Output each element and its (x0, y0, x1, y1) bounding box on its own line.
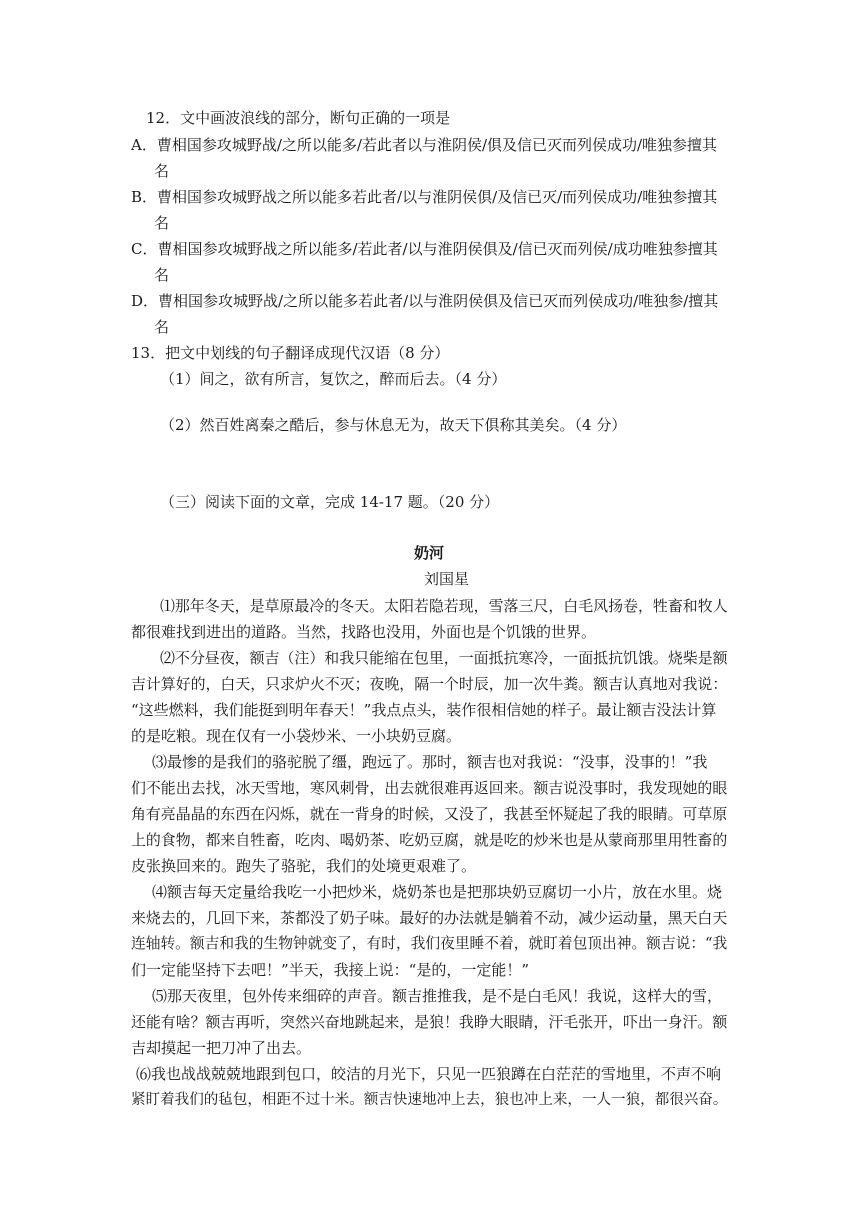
paragraph-3-line: 们不能出去找，冰天雪地，寒风刺骨，出去就很难再返回来。额吉说没事时，我发现她的眼 (131, 779, 728, 797)
section-heading: （三）阅读下面的文章，完成 14-17 题。（20 分） (160, 493, 500, 511)
paragraph-4-line: 连轴转。额吉和我的生物钟就变了，有时，我们夜里睡不着，就盯着包顶出神。额吉说：“我 (131, 935, 728, 952)
paragraph-5-line: 还能有啥？额吉再听，突然兴奋地跳起来，是狼！我睁大眼睛，汗毛张开，吓出一身汗。额 (131, 1013, 728, 1031)
paragraph-6-line: 紧盯着我们的毡包，相距不过十米。额吉快速地冲上去，狼也冲上来，一人一狼，都很兴奋。 (131, 1091, 728, 1108)
paragraph-3-line: ⑶最惨的是我们的骆驼脱了缰，跑远了。那时，额吉也对我说：“没事，没事的！”我 (152, 753, 708, 771)
q12-option-b-wrap: 名 (154, 214, 170, 232)
q12-option-d-wrap: 名 (154, 318, 170, 336)
article-title: 奶河 (414, 544, 445, 562)
q12-option-c: C．曹相国参攻城野战之所以能多/若此者/以与淮阴侯俱及/信已灭而列侯/成功唯独参擅其 (131, 240, 718, 258)
paragraph-2-line: ⑵不分昼夜，额吉（注）和我只能缩在包里，一面抵抗寒冷，一面抵抗饥饿。烧柴是额 (160, 649, 728, 667)
paragraph-4-line: 来烧去的，几回下来，茶都没了奶子味。最好的办法就是躺着不动，减少运动量，黑天白天 (131, 909, 728, 927)
paragraph-3-line: 角有亮晶晶的东西在闪烁，就在一背身的时候，又没了，我甚至怀疑起了我的眼睛。可草原 (131, 805, 728, 823)
paragraph-2-line: 吉计算好的，白天，只求炉火不灭；夜晚，隔一个时辰，加一次牛粪。额吉认真地对我说： (131, 675, 728, 693)
question-12-stem: 12．文中画波浪线的部分，断句正确的一项是 (146, 109, 451, 127)
q12-option-a-wrap: 名 (154, 162, 170, 180)
q12-option-d: D．曹相国参攻城野战/之所以能多若此者/以与淮阴侯俱及信已灭而列侯成功/唯独参/擅其 (131, 292, 719, 310)
paragraph-6-line: ⑹我也战战兢兢地跟到包口，皎洁的月光下，只见一匹狼蹲在白茫茫的雪地里，不声不响 (136, 1065, 722, 1083)
paragraph-5-line: ⑸那天夜里，包外传来细碎的声音。额吉推推我，是不是白毛风！我说，这样大的雪， (152, 987, 723, 1005)
paragraph-5-line: 吉却摸起一把刀冲了出去。 (131, 1039, 312, 1057)
paragraph-2-line: 的是吃粮。现在仅有一小袋炒米、一小块奶豆腐。 (131, 727, 462, 745)
q12-option-b: B．曹相国参攻城野战之所以能多若此者/以与淮阴侯俱/及信已灭/而列侯成功/唯独参擅其 (131, 188, 718, 206)
q13-item-1: （1）间之，欲有所言，复饮之，醉而后去。（4 分） (160, 370, 507, 388)
paragraph-4-line: ⑷额吉每天定量给我吃一小把炒米，烧奶茶也是把那块奶豆腐切一小片，放在水里。烧 (152, 883, 723, 901)
paragraph-2-line: “这些燃料，我们能挺到明年春天！”我点点头，装作很相信她的样子。最让额吉没法计算 (131, 701, 717, 719)
paragraph-3-line: 上的食物，都来自牲畜，吃肉、喝奶茶、吃奶豆腐，就是吃的炒米也是从蒙商那里用牲畜的 (131, 831, 728, 849)
paragraph-1-line: 都很难找到进出的道路。当然，找路也没用，外面也是个饥饿的世界。 (131, 623, 597, 641)
q12-option-c-wrap: 名 (154, 266, 170, 284)
paragraph-1-line: ⑴那年冬天，是草原最冷的冬天。太阳若隐若现，雪落三尺，白毛风扬卷，牲畜和牧人 (160, 597, 728, 615)
article-author: 刘国星 (424, 570, 470, 588)
q13-item-2: （2）然百姓离秦之酷后，参与休息无为，故天下俱称其美矣。（4 分） (160, 416, 627, 434)
question-13-stem: 13．把文中划线的句子翻译成现代汉语（8 分） (131, 344, 450, 362)
paragraph-3-line: 皮张换回来的。跑失了骆驼，我们的处境更艰难了。 (131, 857, 477, 875)
paragraph-4-line: 们一定能坚持下去吧！”半天，我接上说：“是的，一定能！” (131, 961, 530, 979)
q12-option-a: A．曹相国参攻城野战/之所以能多/若此者以与淮阴侯/俱及信已灭而列侯成功/唯独参擅其 (131, 136, 718, 154)
